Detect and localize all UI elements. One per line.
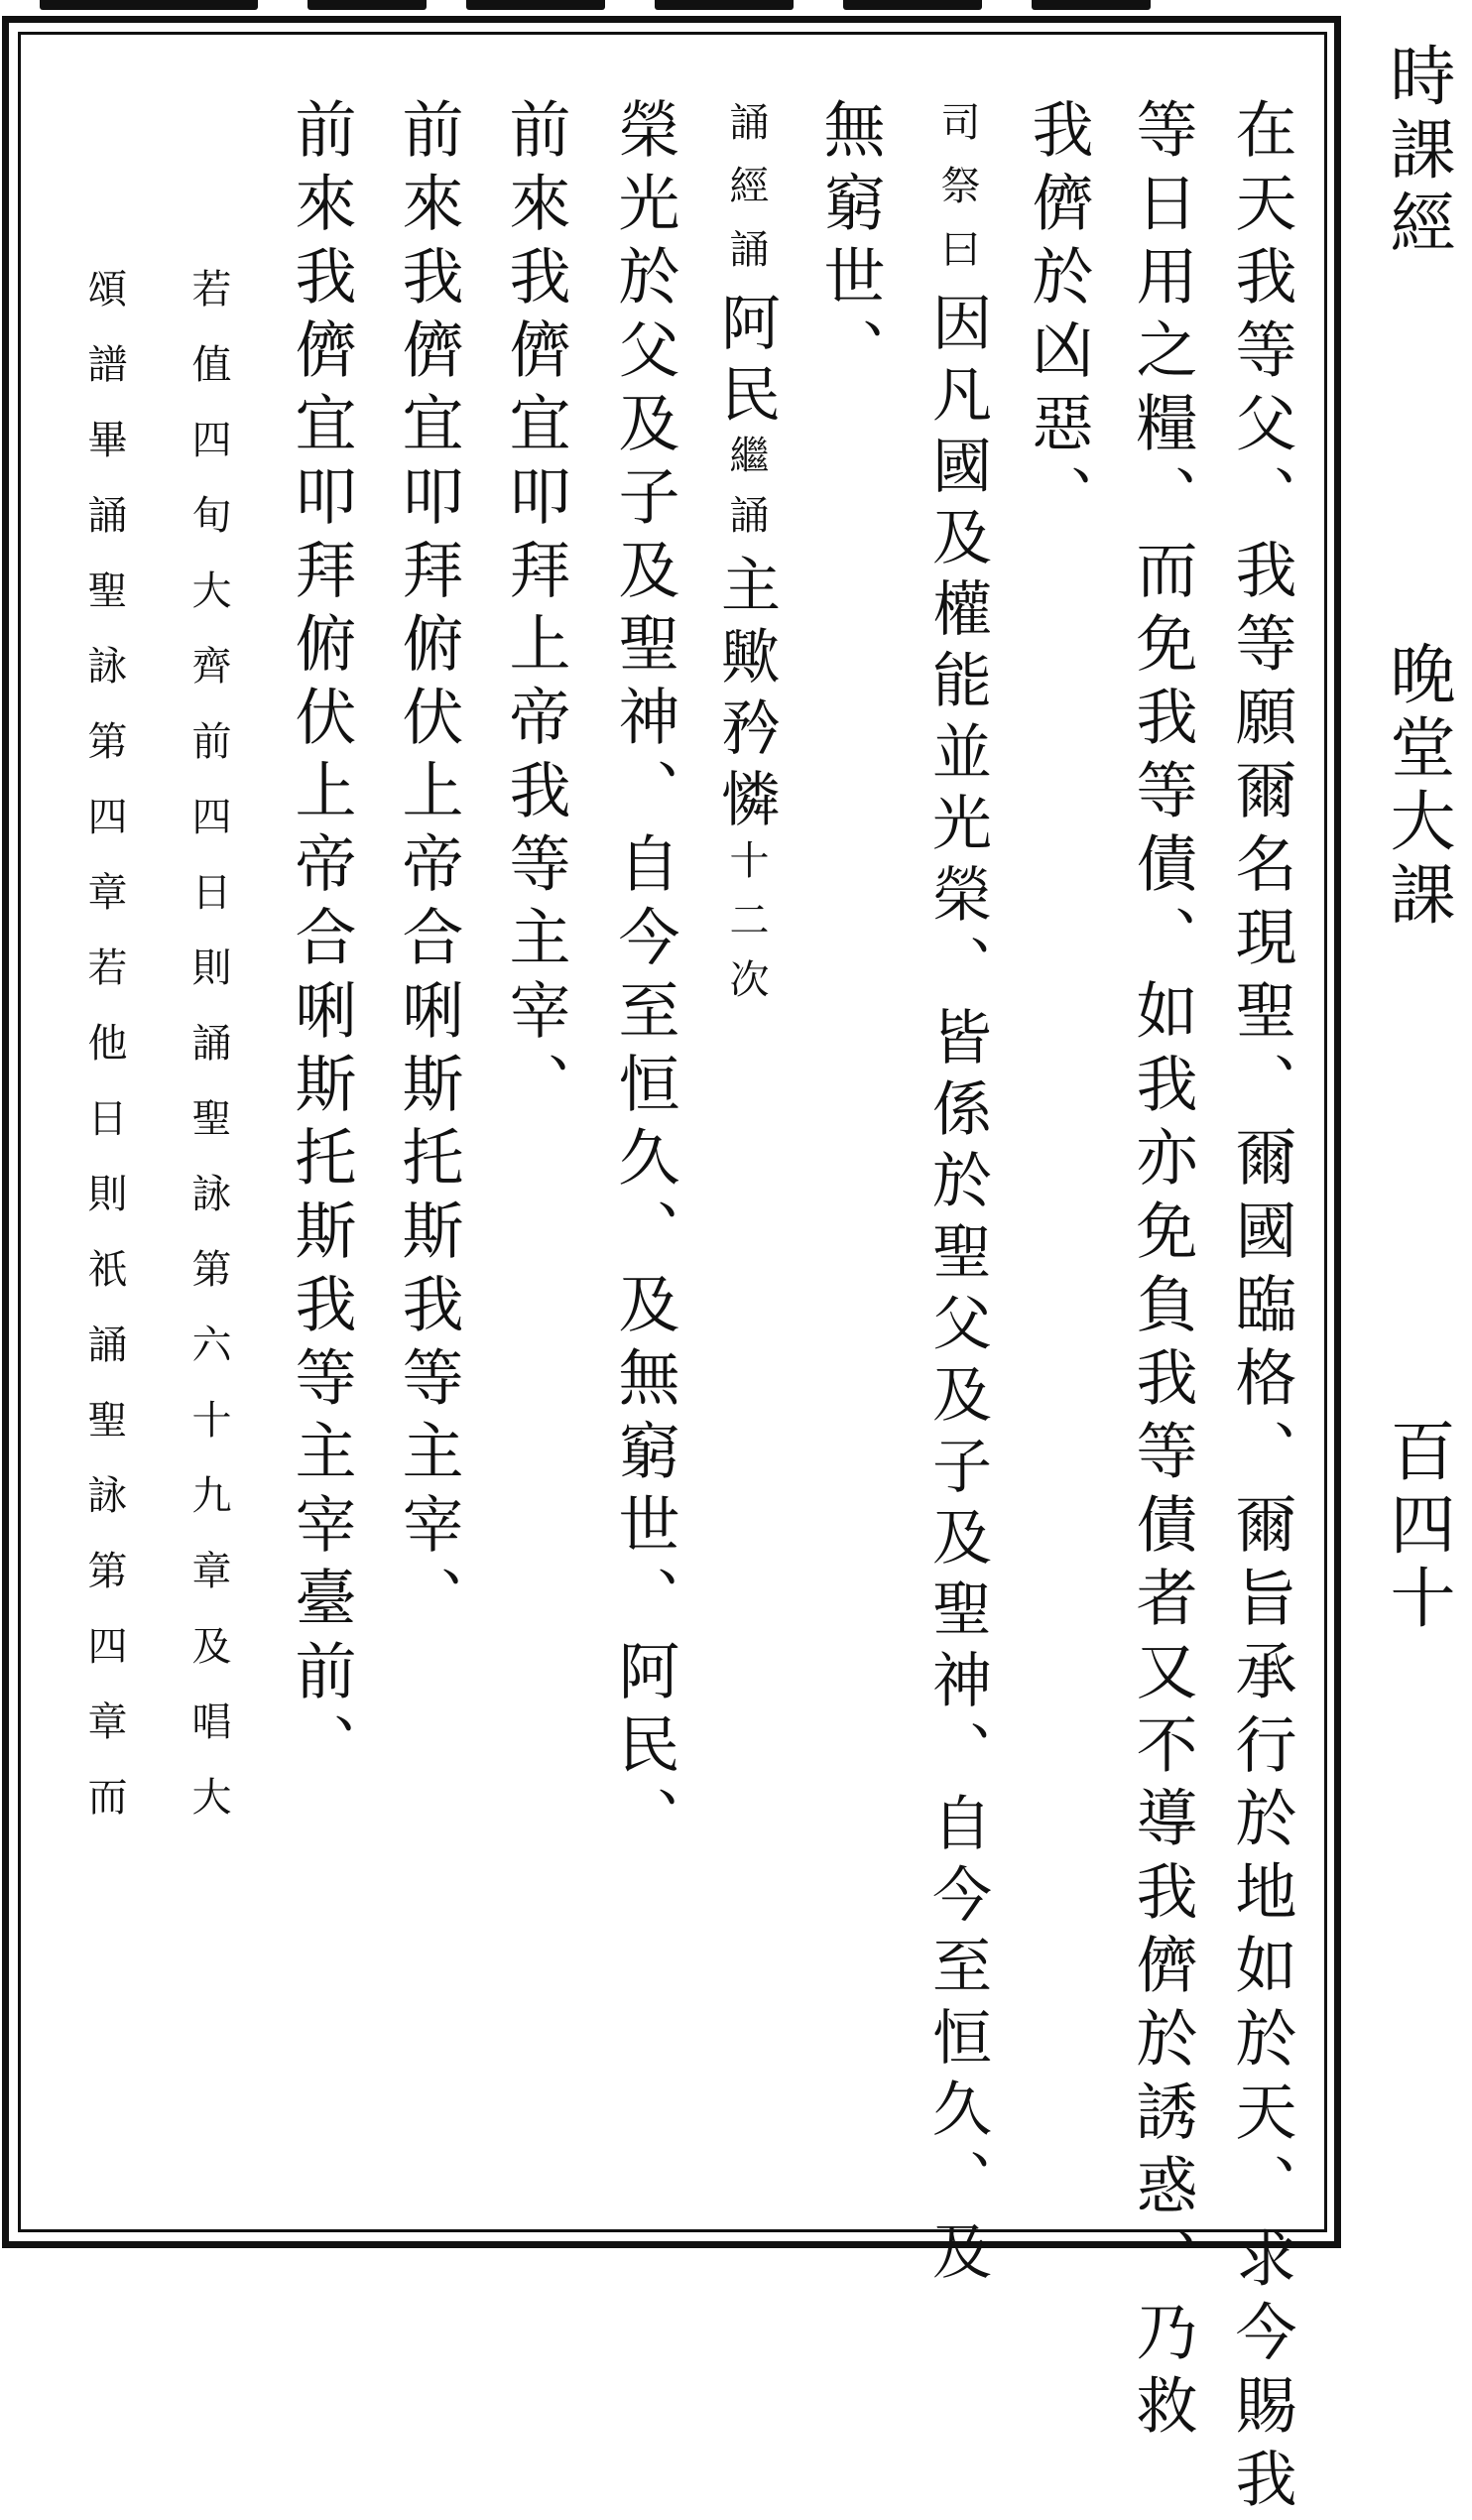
book-title: 時課經 bbox=[1379, 42, 1455, 262]
priest-text: 因凡國及權能並光榮、皆係於聖父及子及聖神、自今至恒久、及 bbox=[922, 292, 992, 2292]
twelve-times-label: 十二次 bbox=[723, 839, 769, 1018]
text-column-8: 前來我儕宜叩拜上帝我等主宰、 bbox=[499, 97, 571, 1125]
kyrie-text: 主歟矜憐 bbox=[711, 554, 781, 839]
page-number: 百四十 bbox=[1379, 1417, 1455, 1637]
priest-label: 司祭曰 bbox=[934, 101, 980, 292]
text-column-3: 我儕於凶惡、 bbox=[1022, 97, 1094, 538]
text-column-6 bbox=[711, 101, 781, 1018]
amen-text: 阿民 bbox=[711, 292, 781, 435]
text-column-1: 在天我等父、我等願爾名現聖、爾國臨格、爾旨承行於地如於天、求今賜我 bbox=[1225, 97, 1297, 2520]
text-column-5: 無窮世、 bbox=[813, 97, 886, 391]
text-column-2: 等日用之糧、而免我等債、如我亦免負我等債者又不導我儕於誘惑、乃救 bbox=[1126, 97, 1198, 2447]
rubric-column-2: 頌譜畢誦聖詠第四章若他日則祇誦聖詠第四章而 bbox=[81, 268, 127, 1851]
top-edge-cut bbox=[0, 0, 1472, 14]
text-column-10: 前來我儕宜叩拜俯伏上帝合唎斯托斯我等主宰臺前、 bbox=[285, 97, 357, 1786]
text-column-9: 前來我儕宜叩拜俯伏上帝合唎斯托斯我等主宰、 bbox=[392, 97, 464, 1639]
section-title: 晚堂大課 bbox=[1379, 640, 1455, 934]
text-column-7: 榮光於父及子及聖神、自今至恒久、及無窮世、阿民、 bbox=[608, 97, 680, 1859]
rubric-column-1: 若值四旬大齊前四日則誦聖詠第六十九章及唱大 bbox=[185, 268, 231, 1851]
text-column-4 bbox=[922, 101, 992, 2292]
continues-label: 繼誦 bbox=[723, 435, 769, 554]
reader-label: 誦經誦 bbox=[723, 101, 769, 292]
